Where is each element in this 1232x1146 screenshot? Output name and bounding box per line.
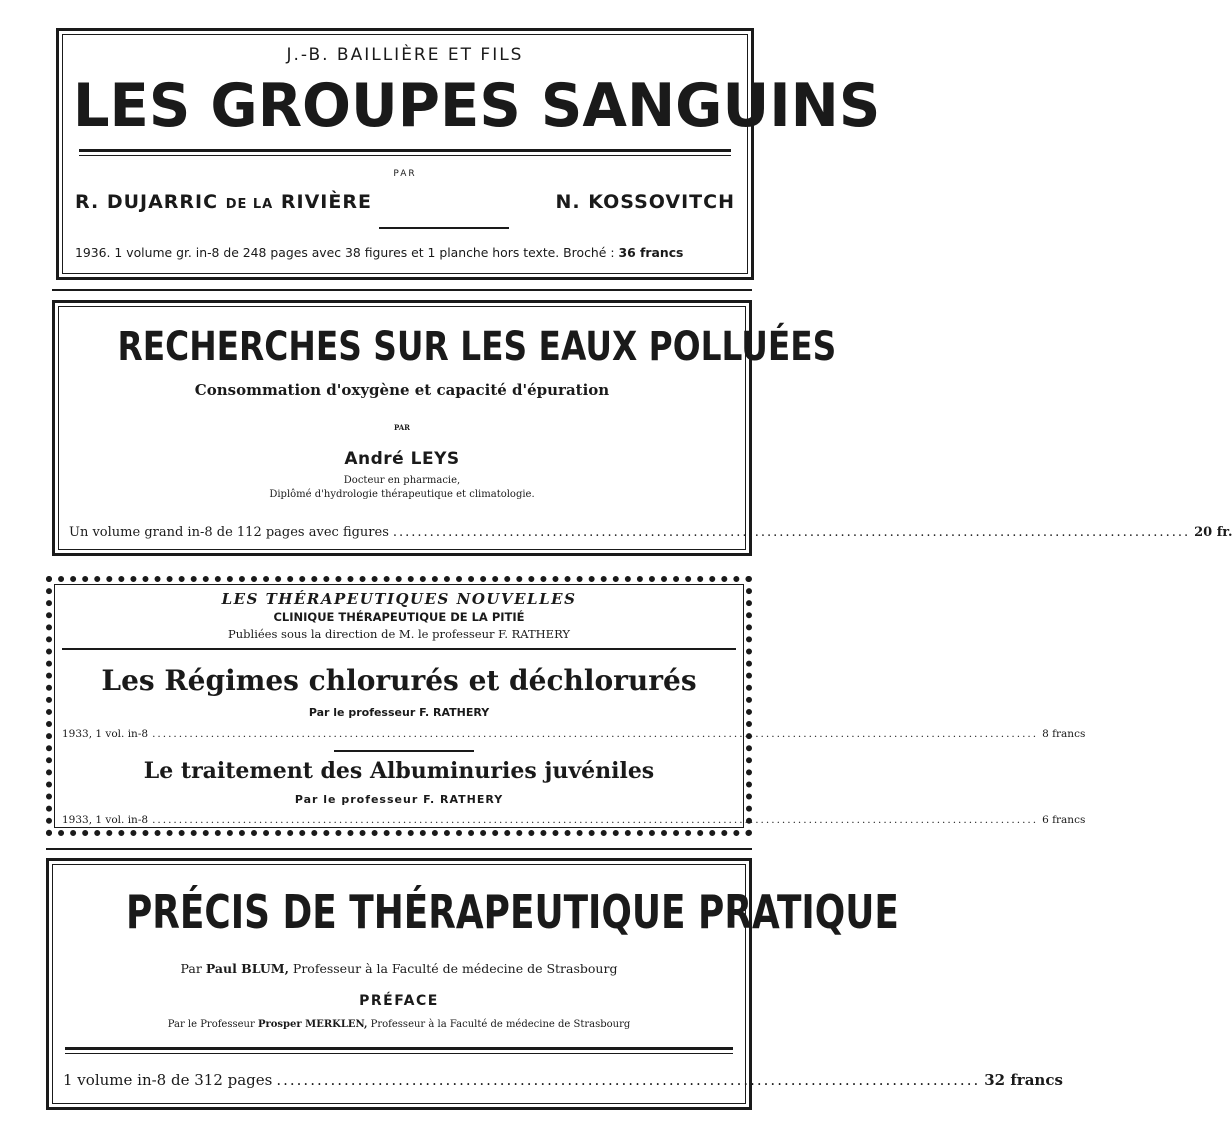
ad4-details: 1 volume in-8 de 312 pages xyxy=(63,1071,273,1089)
ad2-price: 20 fr. xyxy=(1194,525,1232,540)
ad4-rule-thin xyxy=(65,1053,733,1054)
author-1-name: R. DUJARRIC xyxy=(75,191,219,213)
book1-title: Les Régimes chlorurés et déchlorurés xyxy=(101,664,697,697)
book2-author: Par le professeur F. RATHERY xyxy=(294,793,504,806)
preface-author-line xyxy=(49,1019,749,1030)
ad4-price: 32 francs xyxy=(984,1071,1063,1089)
ad4-author-pre: Par xyxy=(180,961,202,976)
book2-details-line xyxy=(62,814,1086,826)
ad1-title: LES GROUPES SANGUINS xyxy=(72,71,881,141)
ad1-details: 1936. 1 volume gr. in-8 de 248 pages avec 38 figures et 1 planche hors texte. Broché : xyxy=(75,245,615,260)
book1-leader-dots: ...................................................................................................................................................................... xyxy=(152,728,1039,740)
ad4-details-line xyxy=(63,1071,1063,1089)
ad4-leader-dots: ........................................................................................................ xyxy=(276,1071,981,1089)
ad2-author: André LEYS xyxy=(344,449,460,469)
book1-details-line xyxy=(62,728,1086,740)
preface-author: Prosper MERKLEN, xyxy=(257,1019,368,1030)
ad4-author-line xyxy=(49,961,749,976)
ad2-details-line xyxy=(69,525,1232,540)
ad2-details: Un volume grand in-8 de 112 pages avec figures xyxy=(69,525,389,540)
ad2-credential-1: Docteur en pharmacie, xyxy=(343,475,461,486)
par-label: PAR xyxy=(393,169,417,179)
ad-eaux-polluees xyxy=(52,300,1232,556)
ad4-author: Paul BLUM, xyxy=(205,961,289,976)
ad2-credential-2: Diplômé d'hydrologie thérapeutique et climatologie. xyxy=(269,489,535,500)
book1-price: 8 francs xyxy=(1042,728,1086,740)
ad1-details-line xyxy=(75,245,737,260)
clinic-name: CLINIQUE THÉRAPEUTIQUE DE LA PITIÉ xyxy=(273,610,525,624)
ad4-rule-thick xyxy=(65,1047,733,1050)
ad2-title: RECHERCHES SUR LES EAUX POLLUÉES xyxy=(117,324,837,370)
preface-by-pre: Par le Professeur xyxy=(167,1019,255,1030)
publisher-name: J.-B. BAILLIÈRE ET FILS xyxy=(286,45,524,65)
ad2-par-label: PAR xyxy=(393,423,410,432)
book1-details: 1933, 1 vol. in-8 xyxy=(62,728,149,740)
author-2: N. KOSSOVITCH xyxy=(555,191,735,213)
book2-title: Le traitement des Albuminuries juvéniles xyxy=(143,758,655,784)
book1-author: Par le professeur F. RATHERY xyxy=(308,706,490,719)
ad4-title: PRÉCIS DE THÉRAPEUTIQUE PRATIQUE xyxy=(126,885,899,939)
book2-leader-dots: ...................................................................................................................................................................... xyxy=(152,814,1039,826)
series-title: LES THÉRAPEUTIQUES NOUVELLES xyxy=(221,590,577,608)
ad3-rule-mid xyxy=(334,750,474,752)
book2-details: 1933, 1 vol. in-8 xyxy=(62,814,149,826)
author-1-particle: DE LA xyxy=(225,197,274,212)
separator-1 xyxy=(52,289,752,291)
ad-therapeutiques-nouvelles xyxy=(46,576,1086,836)
ad1-price: 36 francs xyxy=(618,245,684,260)
title-rule-thick xyxy=(79,149,731,152)
author-1 xyxy=(75,191,372,213)
author-underline xyxy=(379,227,509,229)
title-rule-thin xyxy=(79,155,731,156)
book2-price: 6 francs xyxy=(1042,814,1086,826)
series-direction: Publiées sous la direction de M. le professeur F. RATHERY xyxy=(228,627,570,641)
ad4-author-post: Professeur à la Faculté de médecine de Strasbourg xyxy=(292,961,618,976)
author-1-surname: RIVIÈRE xyxy=(280,191,372,213)
ad-groupes-sanguins xyxy=(56,28,881,280)
ad-precis-therapeutique xyxy=(46,858,1063,1110)
ad2-subtitle: Consommation d'oxygène et capacité d'épuration xyxy=(194,381,610,399)
separator-3 xyxy=(46,848,752,850)
preface-heading: PRÉFACE xyxy=(359,993,439,1009)
ad3-rule-top xyxy=(62,648,736,650)
ad2-leader-dots: .................................................................................................................................. xyxy=(392,525,1191,540)
preface-by-post: Professeur à la Faculté de médecine de Strasbourg xyxy=(370,1019,631,1030)
